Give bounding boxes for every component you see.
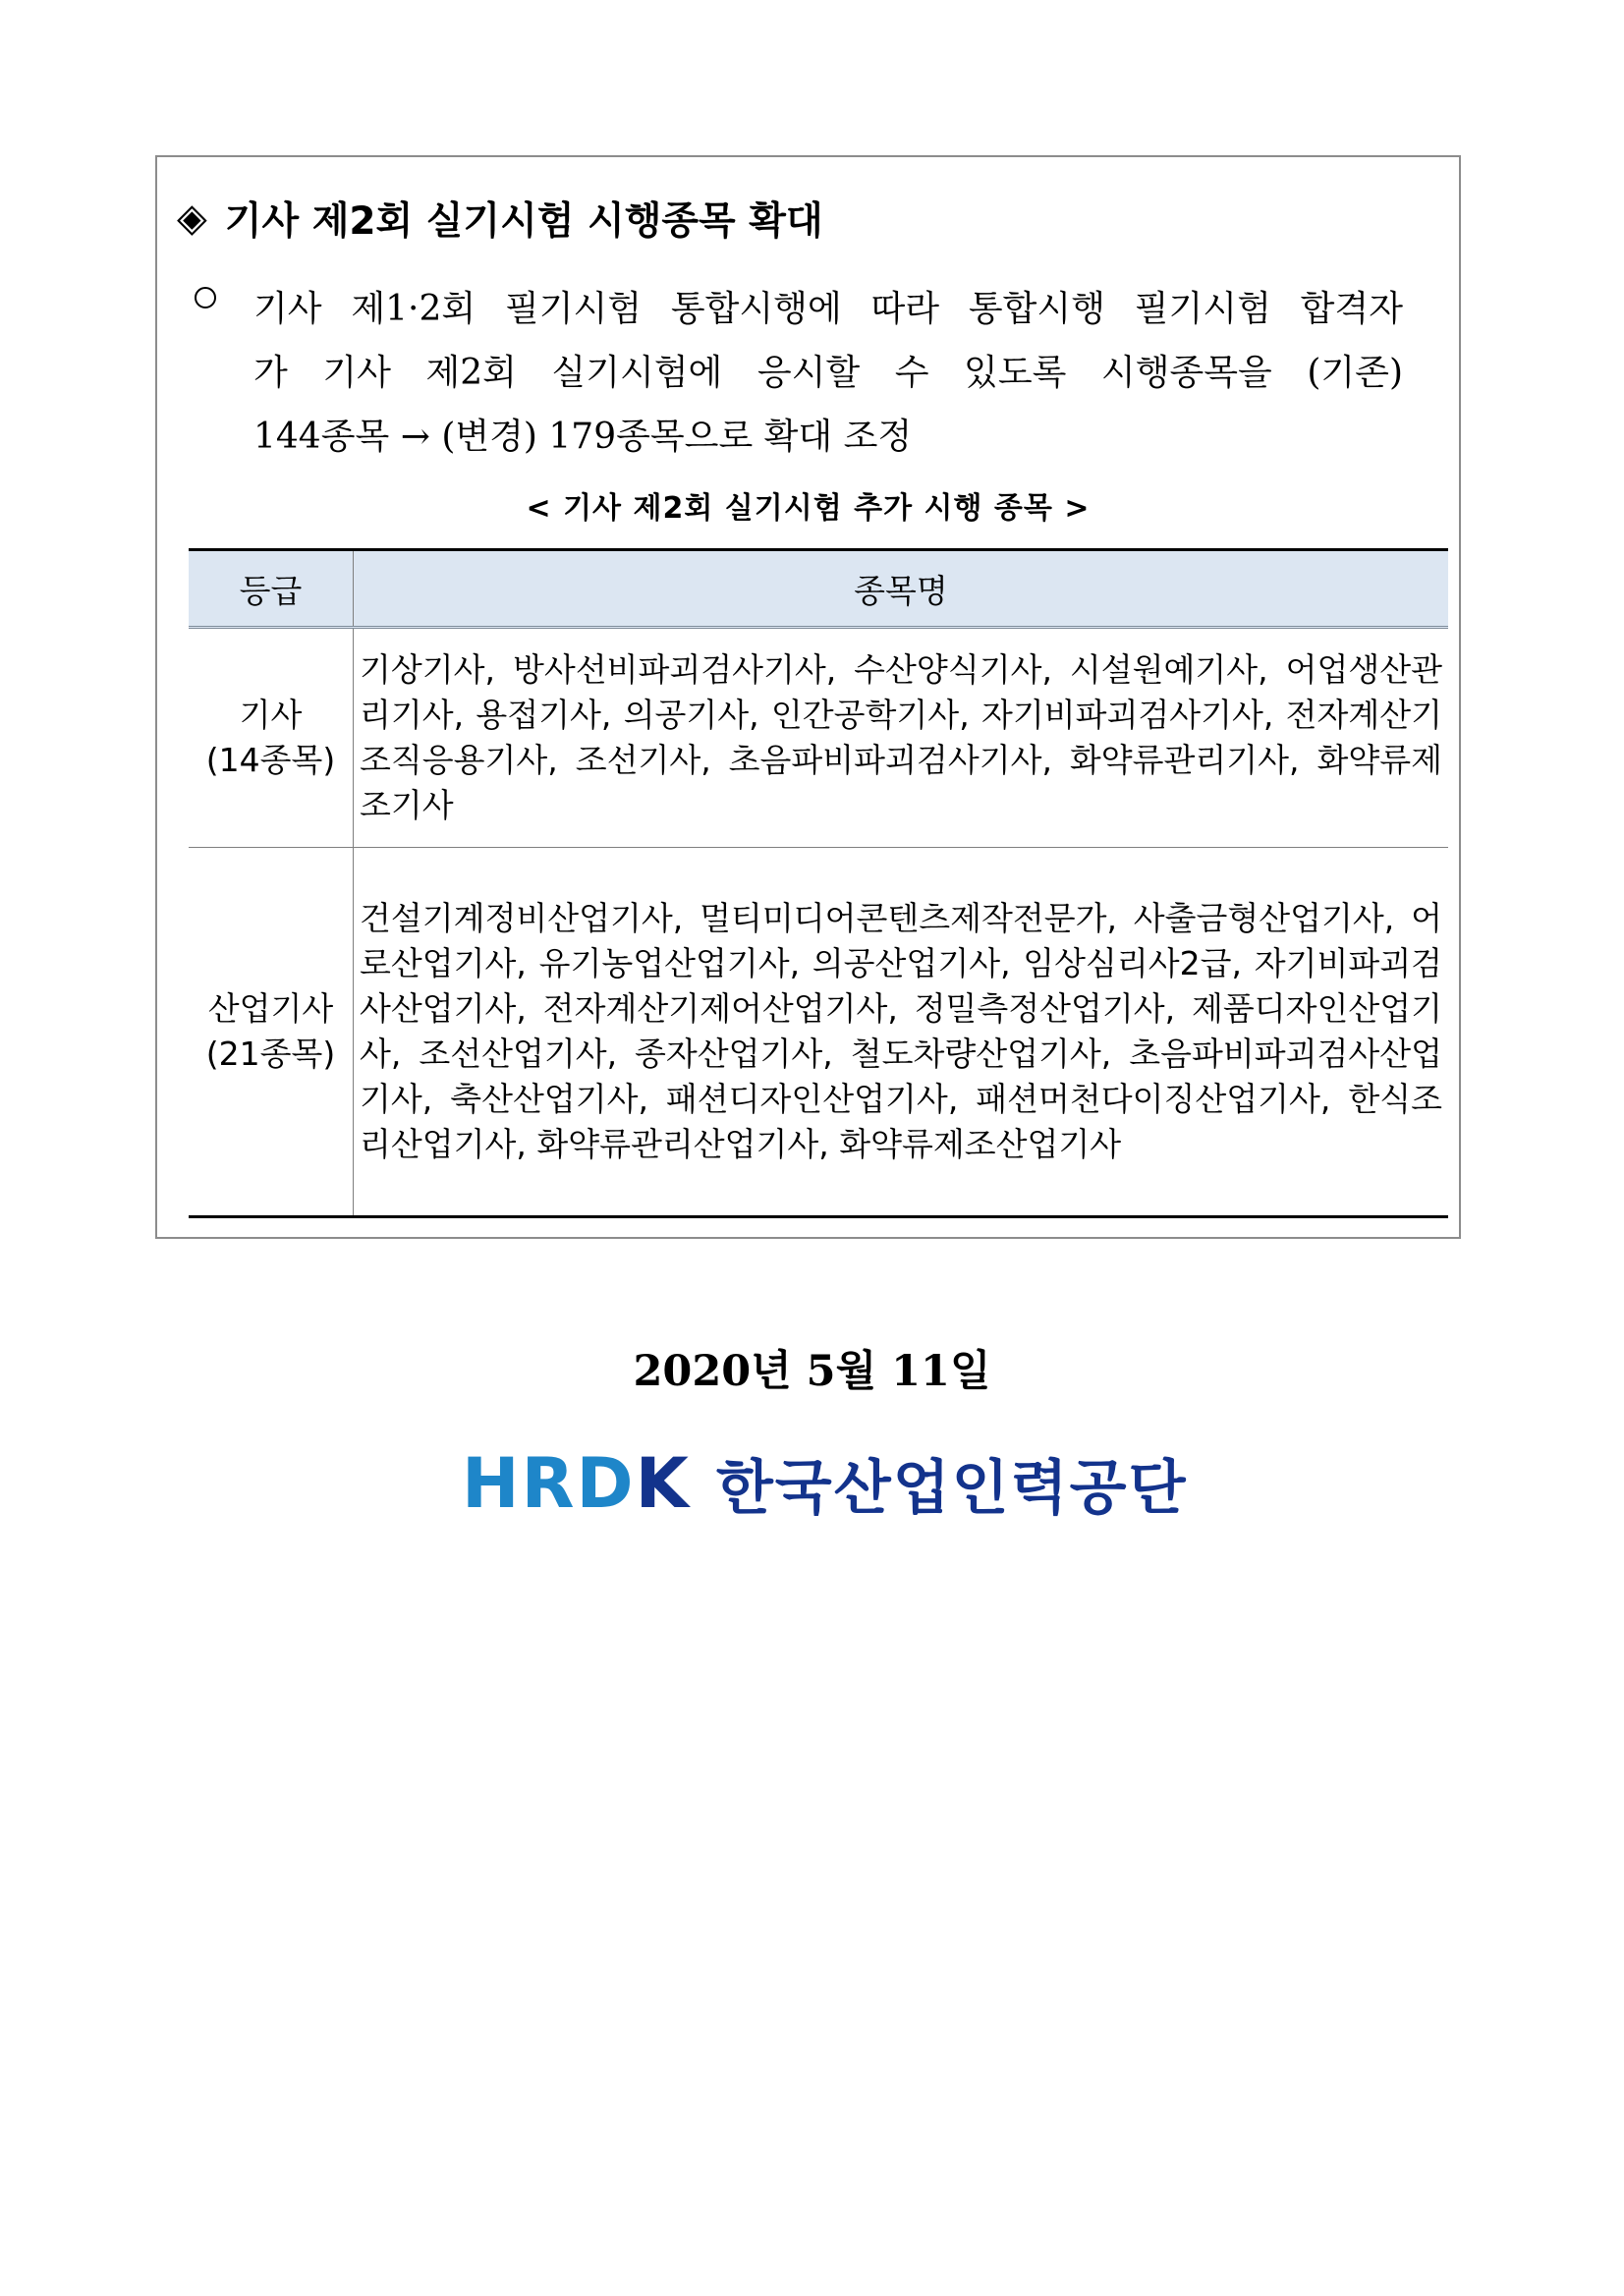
bullet-line: 기사 제1·2회 필기시험 통합시행에 따라 통합시행 필기시험 합격자 xyxy=(253,289,1403,329)
grade-cell xyxy=(189,628,354,848)
logo-mark-hrd: HRD xyxy=(462,1443,636,1524)
heading-text: 기사 제2회 실기시험 시행종목 확대 xyxy=(224,199,823,244)
table-header-row xyxy=(189,550,1448,628)
item-names-cell: 기상기사, 방사선비파괴검사기사, 수산양식기사, 시설원예기사, 어업생산관리기사, 용접기사, 의공기사, 인간공학기사, 자기비파괴검사기사, 전자계산기조직응용기사, 조선기사, 초음파비파괴검사기사, 화약류관리기사, 화약류제조기사 xyxy=(354,628,1449,848)
organization-name: 한국산업인력공단 xyxy=(715,1454,1188,1523)
header-grade: 등급 xyxy=(189,550,354,628)
table-row xyxy=(189,848,1448,1217)
hrdk-logo-mark xyxy=(462,1443,691,1524)
grade-label: 기사 xyxy=(239,696,303,734)
item-names-cell: 건설기계정비산업기사, 멀티미디어콘텐츠제작전문가, 사출금형산업기사, 어로산업기사, 유기농업산업기사, 의공산업기사, 임상심리사2급, 자기비파괴검사산업기사, 전자계산기제어산업기사, 정밀측정산업기사, 제품디자인산업기사, 조선산업기사, 종자산업기사, 철도차량산업기사, 초음파비파괴검사산업기사, 축산산업기사, 패션디자인산업기사, 패션머천다이징산업기사, 한식조리산업기사, 화약류관리산업기사, 화약류제조산업기사 xyxy=(354,848,1449,1217)
circle-bullet-icon xyxy=(195,287,216,308)
document-date: 2020년 5월 11일 xyxy=(633,1347,991,1396)
logo-mark-k: K xyxy=(635,1443,691,1524)
grade-count: (14종목) xyxy=(205,741,336,779)
notice-heading xyxy=(177,191,823,246)
notice-box xyxy=(155,155,1461,1239)
hrdk-logo xyxy=(462,1443,1188,1524)
grade-count: (21종목) xyxy=(205,1035,336,1073)
grade-label: 산업기사 xyxy=(207,989,334,1028)
table-row xyxy=(189,628,1448,848)
bullet-text xyxy=(253,277,1403,469)
grade-cell xyxy=(189,848,354,1217)
exam-items-table xyxy=(189,548,1448,1218)
header-item-name: 종목명 xyxy=(354,550,1449,628)
bullet-line: 144종목 → (변경) 179종목으로 확대 조정 xyxy=(253,417,913,457)
bullet-line: 가 기사 제2회 실기시험에 응시할 수 있도록 시행종목을 (기존) xyxy=(253,353,1403,393)
diamond-bullet-icon: ◈ xyxy=(177,196,207,241)
table-caption: < 기사 제2회 실기시험 추가 시행 종목 > xyxy=(526,491,1091,526)
